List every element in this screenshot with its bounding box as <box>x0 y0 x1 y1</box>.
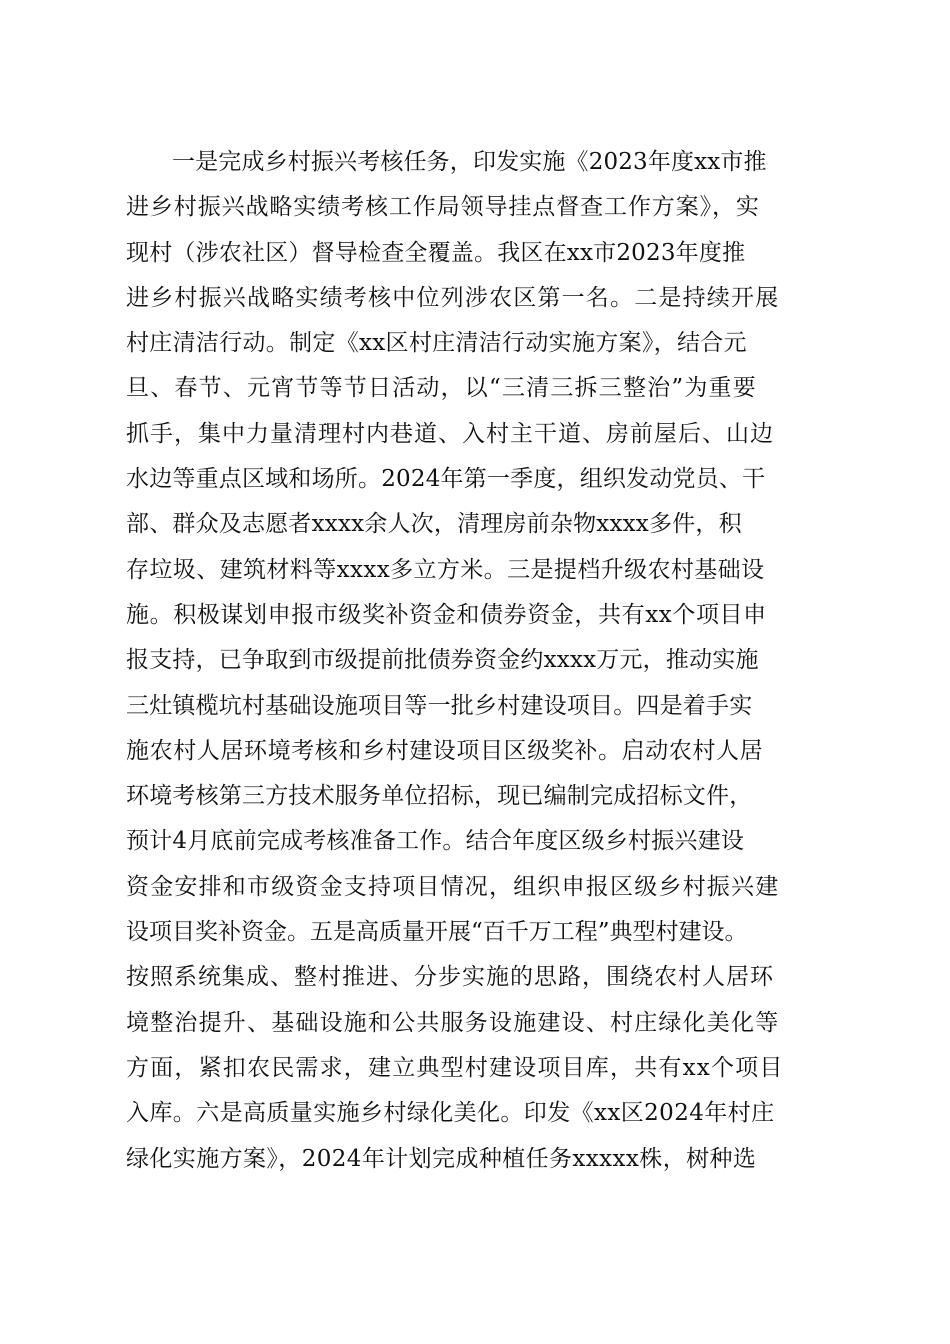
text-line: 设项目奖补资金。五是高质量开展“百千万工程”典型村建设。 <box>126 919 748 946</box>
text-line: 抓手，集中力量清理村内巷道、入村主干道、房前屋后、山边 <box>126 420 774 447</box>
text-line: 现村（涉农社区）督导检查全覆盖。我区在xx市2023年度推 <box>126 239 746 266</box>
text-line: 水边等重点区域和场所。2024年第一季度，组织发动党员、干 <box>126 466 766 493</box>
text-line: 施。积极谋划申报市级奖补资金和债券资金，共有xx个项目申 <box>126 601 767 628</box>
body-paragraph <box>126 140 826 1182</box>
text-line: 三灶镇榄坑村基础设施项目等一批乡村建设项目。四是着手实 <box>126 692 753 719</box>
text-line: 方面，紧扣农民需求，建立典型村建设项目库，共有xx个项目 <box>126 1054 784 1081</box>
text-line: 按照系统集成、整村推进、分步实施的思路，围绕农村人居环 <box>126 964 774 991</box>
text-line: 进乡村振兴战略实绩考核中位列涉农区第一名。二是持续开展 <box>126 284 780 311</box>
text-line: 施农村人居环境考核和乡村建设项目区级奖补。启动农村人居 <box>126 737 764 764</box>
text-line: 报支持，已争取到市级提前批债券资金约xxxx万元，推动实施 <box>126 647 759 674</box>
text-line: 存垃圾、建筑材料等xxxx多立方米。三是提档升级农村基础设 <box>126 556 765 583</box>
text-line: 进乡村振兴战略实绩考核工作局领导挂点督查工作方案》，实 <box>126 194 760 221</box>
text-line: 部、群众及志愿者xxxx余人次，清理房前杂物xxxx多件，积 <box>126 511 742 538</box>
text-line: 预计4月底前完成考核准备工作。结合年度区级乡村振兴建设 <box>126 828 745 855</box>
text-line: 绿化实施方案》，2024年计划完成种植任务xxxxx株，树种选 <box>126 1145 757 1172</box>
text-line: 旦、春节、元宵节等节日活动，以“三清三拆三整治”为重要 <box>126 375 757 402</box>
text-line: 环境考核第三方技术服务单位招标，现已编制完成招标文件， <box>126 783 753 810</box>
text-line: 村庄清洁行动。制定《xx区村庄清洁行动实施方案》，结合元 <box>126 330 747 357</box>
text-line: 境整治提升、基础设施和公共服务设施建设、村庄绿化美化等 <box>126 1009 780 1036</box>
text-line: 一是完成乡村振兴考核任务，印发实施《2023年度xx市推 <box>172 149 767 175</box>
text-line: 资金安排和市级资金支持项目情况，组织申报区级乡村振兴建 <box>126 873 780 900</box>
text-line: 入库。六是高质量实施乡村绿化美化。印发《xx区2024年村庄 <box>126 1100 775 1127</box>
